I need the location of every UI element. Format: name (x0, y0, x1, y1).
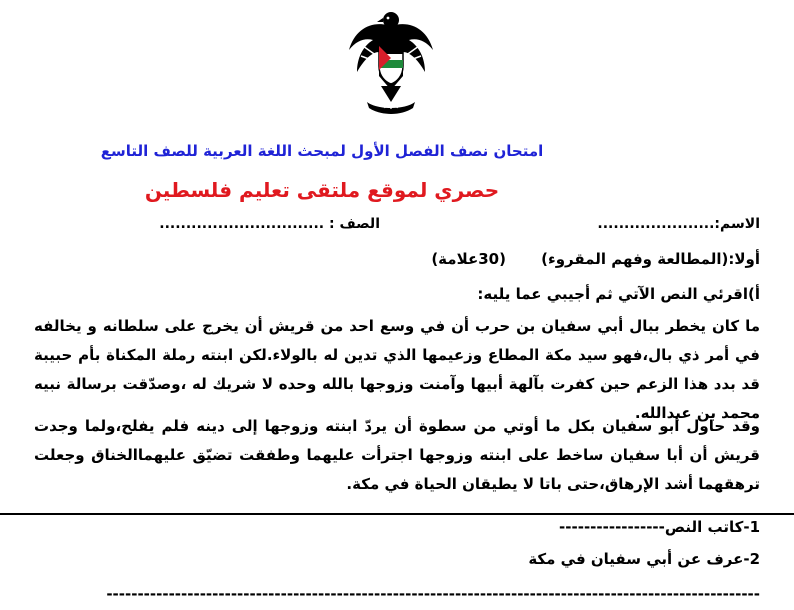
reading-instruction: أ)اقرئي النص الآتي ثم أجيبي عما يليه: (477, 285, 760, 303)
student-name-field[interactable]: الاسم:...................... (597, 216, 760, 232)
question-1: 1-كاتب النص----------------- (559, 518, 760, 536)
student-class-field[interactable]: الصف : ............................... (159, 216, 380, 232)
passage-paragraph-1: ما كان يخطر ببال أبي سفيان بن حرب أن في وسع احد من قريش أن يخرج على سلطانه و يخالفه في أمر ذي بال،فهو سيد مكة المطاع وزعيمها الذي تدين له بالولاء.لكن ابنته رملة المكناة بأم حبيبة قد بدد هذا الزعم حين كفرت بآلهة أبيها وآمنت وزوجها بالله وحده لا شريك له ،وصدّقت برسالة نبيه محمد بن عبدالله. (34, 317, 760, 422)
section-heading (34, 250, 760, 268)
answer-line[interactable]: --------------------------------------------------------------------------------------------------------- (106, 585, 760, 603)
palestine-eagle-emblem-icon (343, 6, 439, 118)
question-2: 2-عرف عن أبي سفيان في مكة (528, 550, 760, 568)
section-marks: (30علامة) (431, 250, 506, 268)
student-info-row (34, 216, 760, 236)
section-divider (0, 513, 794, 515)
passage-paragraph-2: وقد حاول أبو سفيان بكل ما أوتي من سطوة أن يردّ ابنته وزوجها إلى دينه فلم يفلح،ولما وجدت قريش أن أبا سفيان ساخط على ابنته وزوجها اجترأت عليهما وطفقت تضيّق عليهماالخناق وجعلت ترهقهما أشد الإرهاق،حتى باتا لا يطيقان الحياة في مكة. (34, 417, 760, 493)
exam-title: امتحان نصف الفصل الأول لمبحث اللغة العربية للصف التاسع (100, 142, 544, 160)
section-title: أولا:(المطالعة وفهم المقروء) (541, 250, 760, 268)
exam-subtitle: حصري لموقع ملتقى تعليم فلسطين (144, 178, 500, 202)
